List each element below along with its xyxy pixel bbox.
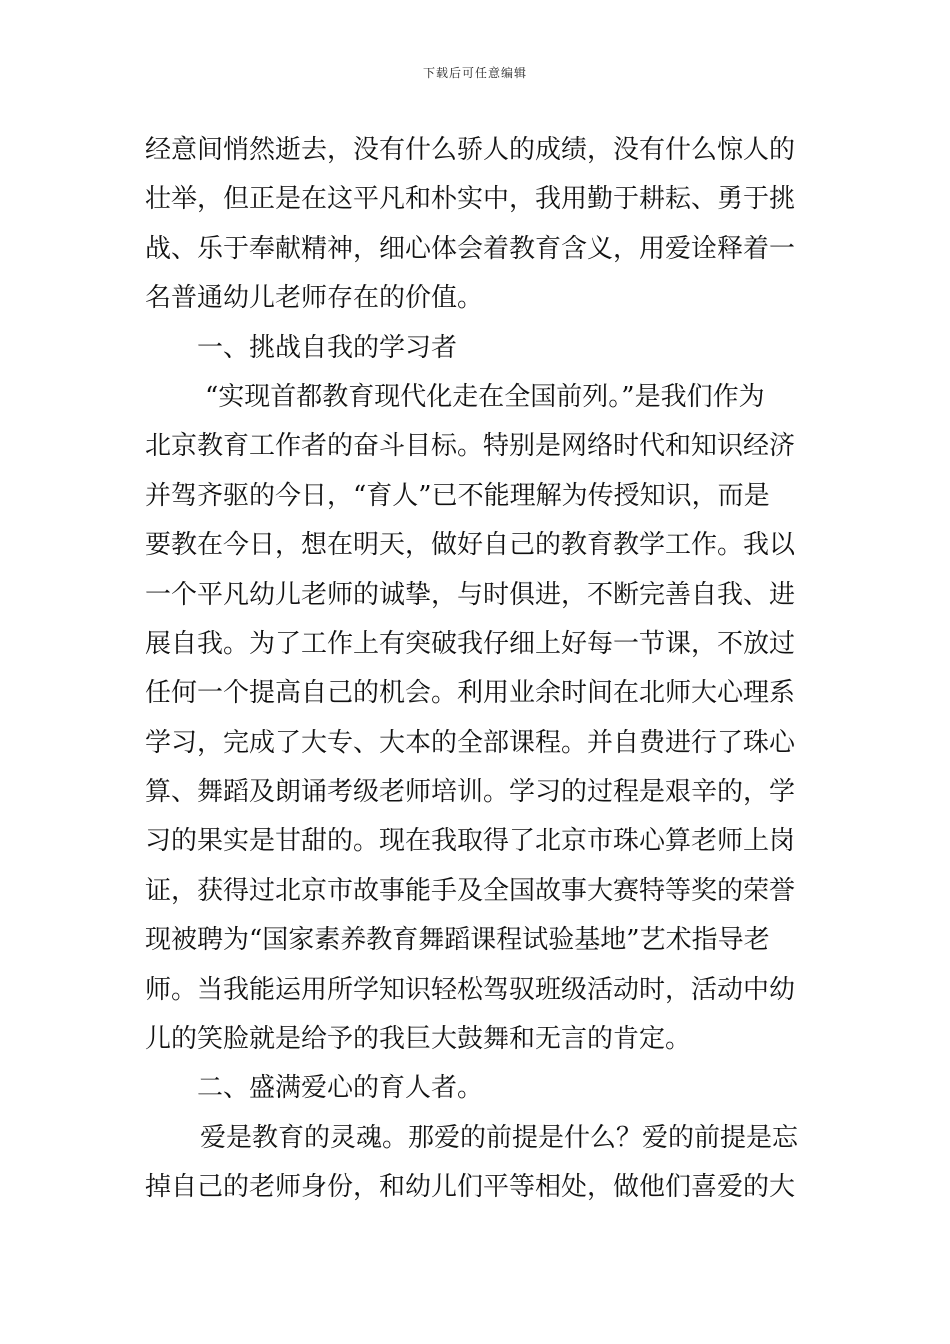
text-line: 名普通幼儿老师存在的价值。 [145,283,484,314]
text-line: 师。当我能运用所学知识轻松驾驭班级活动时，活动中幼 [145,974,796,1005]
text-line: 学习，完成了大专、大本的全部课程。并自费进行了珠心 [145,727,796,758]
text-line: 壮举，但正是在这平凡和朴实中，我用勤于耕耘、勇于挑 [145,184,796,215]
paragraph-start: “实现首都教育现代化走在全国前列。”是我们作为 [205,381,765,412]
text-line: 现被聘为“国家素养教育舞蹈课程试验基地”艺术指导老 [145,925,770,956]
section-heading-2: 二、盛满爱心的育人者。 [197,1073,484,1104]
text-line: 一个平凡幼儿老师的诚挚，与时俱进，不断完善自我、进 [145,579,796,610]
text-line: 掉自己的老师身份，和幼儿们平等相处，做他们喜爱的大 [145,1172,796,1203]
page-header: 下载后可任意编辑 [422,66,527,80]
text-line: 儿的笑脸就是给予的我巨大鼓舞和无言的肯定。 [145,1024,692,1055]
text-line: 证，获得过北京市故事能手及全国故事大赛特等奖的荣誉 [145,875,796,906]
text-line: 要教在今日，想在明天，做好自己的教育教学工作。我以 [145,530,796,561]
text-line: 经意间悄然逝去，没有什么骄人的成绩，没有什么惊人的 [145,135,796,165]
text-line: 习的果实是甘甜的。现在我取得了北京市珠心算老师上岗 [145,826,796,857]
section-heading-1: 一、挑战自我的学习者 [197,332,458,363]
text-line: 并驾齐驱的今日，“育人”已不能理解为传授知识，而是 [145,480,770,511]
text-line: 北京教育工作者的奋斗目标。特别是网络时代和知识经济 [145,431,796,462]
text-line: 战、乐于奉献精神，细心体会着教育含义，用爱诠释着一 [145,233,796,264]
text-line: 展自我。为了工作上有突破我仔细上好每一节课，不放过 [145,628,796,659]
document-body [145,126,815,1213]
text-line: 算、舞蹈及朗诵考级老师培训。学习的过程是艰辛的，学 [145,777,796,808]
paragraph-start: 爱是教育的灵魂。那爱的前提是什么？爱的前提是忘 [200,1122,799,1153]
text-line: 任何一个提高自己的机会。利用业余时间在北师大心理系 [145,678,796,709]
